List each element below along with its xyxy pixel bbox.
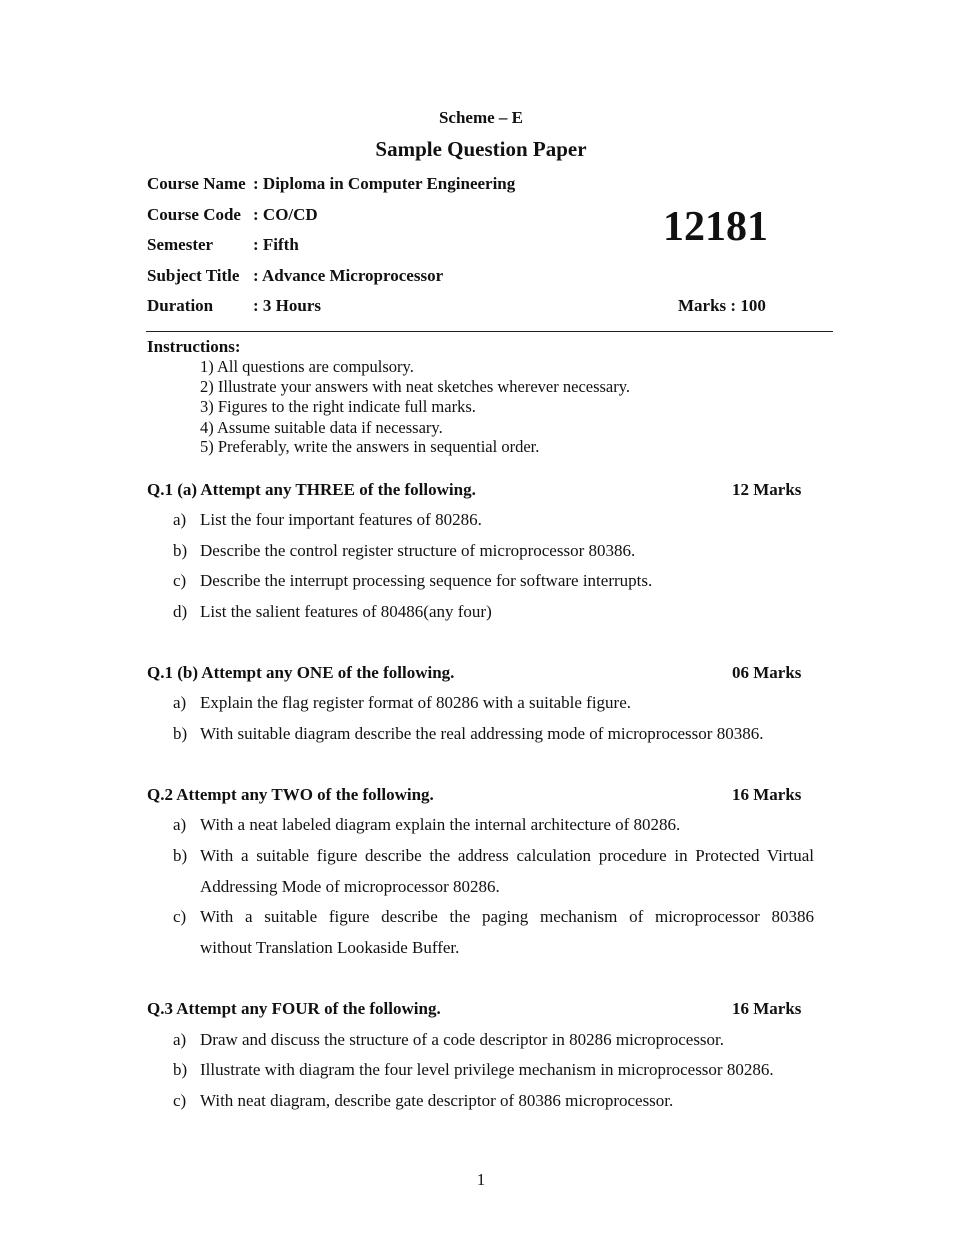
item-letter: c) [173, 1091, 187, 1110]
question-item: Illustrate with diagram the four level privilege mechanism in microprocessor 80286. [200, 1060, 774, 1079]
item-letter: c) [173, 907, 187, 926]
course-name-value: : Diploma in Computer Engineering [253, 174, 516, 193]
item-letter: a) [173, 815, 187, 834]
question-item: With a neat labeled diagram explain the internal architecture of 80286. [200, 815, 681, 834]
total-marks: Marks : 100 [678, 296, 766, 315]
page-number: 1 [476, 1170, 486, 1189]
item-letter: a) [173, 1030, 187, 1049]
question-heading: Q.1 (b) Attempt any ONE of the following. [147, 663, 455, 682]
question-item-line: Addressing Mode of microprocessor 80286. [200, 877, 500, 896]
instruction-item: 3) Figures to the right indicate full marks. [200, 397, 476, 416]
item-letter: b) [173, 1060, 188, 1079]
item-letter: b) [173, 846, 188, 865]
question-heading: Q.3 Attempt any FOUR of the following. [147, 999, 441, 1018]
instruction-item: 5) Preferably, write the answers in sequential order. [200, 437, 540, 456]
course-code-value: : CO/CD [253, 205, 318, 224]
item-letter: b) [173, 724, 188, 743]
item-letter: d) [173, 602, 188, 621]
course-code-label: Course Code [147, 205, 241, 224]
question-item: List the salient features of 80486(any four) [200, 602, 492, 621]
question-item: Explain the flag register format of 80286 with a suitable figure. [200, 693, 632, 712]
instructions-heading: Instructions: [147, 337, 241, 356]
page-title: Sample Question Paper [375, 137, 587, 161]
duration-value: : 3 Hours [253, 296, 321, 315]
instruction-item: 2) Illustrate your answers with neat sketches wherever necessary. [200, 377, 631, 396]
item-letter: c) [173, 571, 187, 590]
question-heading: Q.1 (a) Attempt any THREE of the following. [147, 480, 476, 499]
question-marks: 06 Marks [732, 663, 802, 682]
item-letter: a) [173, 693, 187, 712]
item-letter: b) [173, 541, 188, 560]
question-item: Describe the control register structure of microprocessor 80386. [200, 541, 636, 560]
question-marks: 16 Marks [732, 785, 802, 804]
question-marks: 16 Marks [732, 999, 802, 1018]
question-marks: 12 Marks [732, 480, 802, 499]
subject-title-label: Subject Title [147, 266, 240, 285]
question-item: List the four important features of 80286. [200, 510, 482, 529]
question-heading: Q.2 Attempt any TWO of the following. [147, 785, 434, 804]
question-item-line: With a suitable figure describe the address calculation procedure in Protected Virtual [200, 846, 814, 865]
paper-code: 12181 [663, 204, 768, 250]
semester-value: : Fifth [253, 235, 299, 254]
subject-title-value: : Advance Microprocessor [253, 266, 444, 285]
scheme-label: Scheme – E [438, 108, 524, 127]
semester-label: Semester [147, 235, 214, 254]
question-item-line: without Translation Lookaside Buffer. [200, 938, 460, 957]
question-item: Draw and discuss the structure of a code descriptor in 80286 microprocessor. [200, 1030, 725, 1049]
question-item-line: With a suitable figure describe the paging mechanism of microprocessor 80386 [200, 907, 814, 926]
item-letter: a) [173, 510, 187, 529]
course-name-label: Course Name [147, 174, 246, 193]
question-item: With suitable diagram describe the real addressing mode of microprocessor 80386. [200, 724, 764, 743]
instruction-item: 4) Assume suitable data if necessary. [200, 418, 443, 437]
question-item: Describe the interrupt processing sequence for software interrupts. [200, 571, 653, 590]
duration-label: Duration [147, 296, 214, 315]
instruction-item: 1) All questions are compulsory. [200, 357, 414, 376]
header-divider [146, 331, 833, 332]
question-item: With neat diagram, describe gate descriptor of 80386 microprocessor. [200, 1091, 674, 1110]
